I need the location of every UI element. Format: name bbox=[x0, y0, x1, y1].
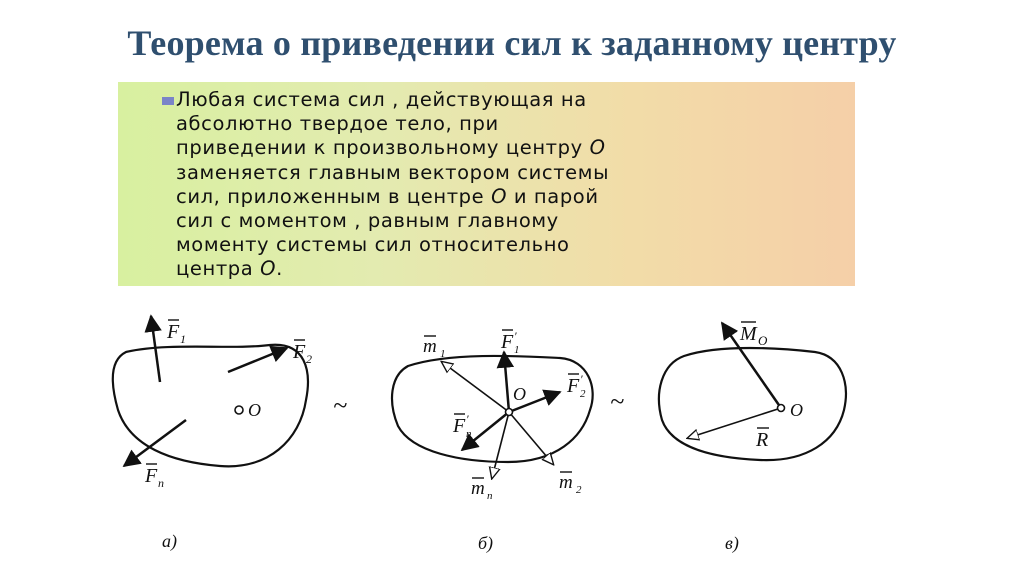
svg-text:F: F bbox=[501, 331, 514, 353]
label-o-b: O bbox=[513, 384, 526, 404]
svg-text:2: 2 bbox=[306, 352, 312, 366]
svg-text:n: n bbox=[466, 428, 472, 440]
label-f2 bbox=[292, 340, 312, 366]
svg-text:m: m bbox=[423, 336, 437, 357]
theorem-line-1: Любая система сил , действующая на bbox=[176, 88, 587, 111]
svg-text:2: 2 bbox=[576, 484, 582, 496]
svg-text:n: n bbox=[158, 476, 164, 490]
svg-text:′: ′ bbox=[580, 372, 583, 386]
label-f1 bbox=[166, 320, 186, 346]
svg-text:F: F bbox=[293, 341, 306, 363]
label-o-a: O bbox=[248, 400, 261, 420]
theorem-line-2: абсолютно твердое тело, при bbox=[176, 112, 499, 136]
label-m1 bbox=[423, 336, 446, 360]
center-point-c bbox=[778, 405, 785, 412]
center-point-a bbox=[235, 406, 243, 414]
slide-title: Теорема о приведении сил к заданному центру bbox=[127, 23, 897, 63]
caption-b: б) bbox=[478, 533, 494, 553]
label-o-c: O bbox=[790, 400, 803, 420]
svg-text:n: n bbox=[487, 490, 493, 502]
label-fn bbox=[144, 464, 164, 490]
svg-text:1: 1 bbox=[180, 332, 186, 346]
label-fn-prime bbox=[452, 412, 472, 440]
panel-b bbox=[392, 329, 593, 554]
theorem-line-6: сил с моментом , равным главному bbox=[176, 209, 559, 233]
body-outline-a bbox=[113, 345, 308, 467]
label-mn bbox=[471, 478, 493, 502]
moment-m1-arrow bbox=[442, 362, 509, 412]
theorem-line-4: заменяется главным вектором системы bbox=[176, 160, 610, 184]
svg-text:F: F bbox=[145, 465, 158, 487]
panel-a bbox=[113, 316, 312, 552]
svg-text:O: O bbox=[758, 333, 768, 348]
force-reduction-figure bbox=[0, 300, 1024, 574]
svg-text:m: m bbox=[471, 478, 485, 499]
moment-mn-arrow bbox=[492, 412, 509, 478]
caption-a: а) bbox=[162, 531, 177, 551]
label-f1-prime bbox=[500, 329, 520, 356]
center-point-b bbox=[506, 409, 513, 416]
theorem-line-7: моменту системы сил относительно bbox=[176, 233, 570, 257]
label-mo bbox=[739, 322, 768, 348]
theorem-line-3: приведении к произвольному центру O bbox=[176, 136, 606, 160]
svg-text:R: R bbox=[756, 429, 769, 451]
svg-text:′: ′ bbox=[466, 412, 469, 426]
body-outline-b bbox=[392, 356, 593, 462]
force-f2-arrow bbox=[228, 348, 287, 372]
svg-text:2: 2 bbox=[580, 388, 586, 400]
caption-c: в) bbox=[725, 533, 739, 553]
panel-c bbox=[659, 322, 846, 554]
theorem-box bbox=[118, 82, 855, 286]
theorem-text bbox=[176, 88, 855, 282]
svg-text:′: ′ bbox=[514, 329, 517, 343]
svg-text:1: 1 bbox=[440, 348, 446, 360]
label-r bbox=[755, 428, 769, 451]
equivalence-sign-1: ~ bbox=[333, 391, 348, 420]
svg-text:F: F bbox=[567, 375, 580, 397]
svg-text:F: F bbox=[453, 415, 466, 437]
svg-text:m: m bbox=[559, 472, 573, 493]
svg-text:M: M bbox=[740, 323, 757, 345]
theorem-line-5: сил, приложенным в центре O и парой bbox=[176, 184, 599, 208]
label-f2-prime bbox=[566, 372, 586, 400]
force-f1-prime-arrow bbox=[504, 352, 509, 412]
svg-text:1: 1 bbox=[514, 344, 520, 356]
theorem-line-8: центра O. bbox=[176, 257, 283, 281]
bullet-icon bbox=[162, 97, 174, 105]
svg-text:F: F bbox=[167, 321, 180, 343]
label-m2 bbox=[559, 472, 582, 496]
equivalence-sign-2: ~ bbox=[610, 387, 625, 416]
moment-m2-arrow bbox=[509, 412, 553, 464]
